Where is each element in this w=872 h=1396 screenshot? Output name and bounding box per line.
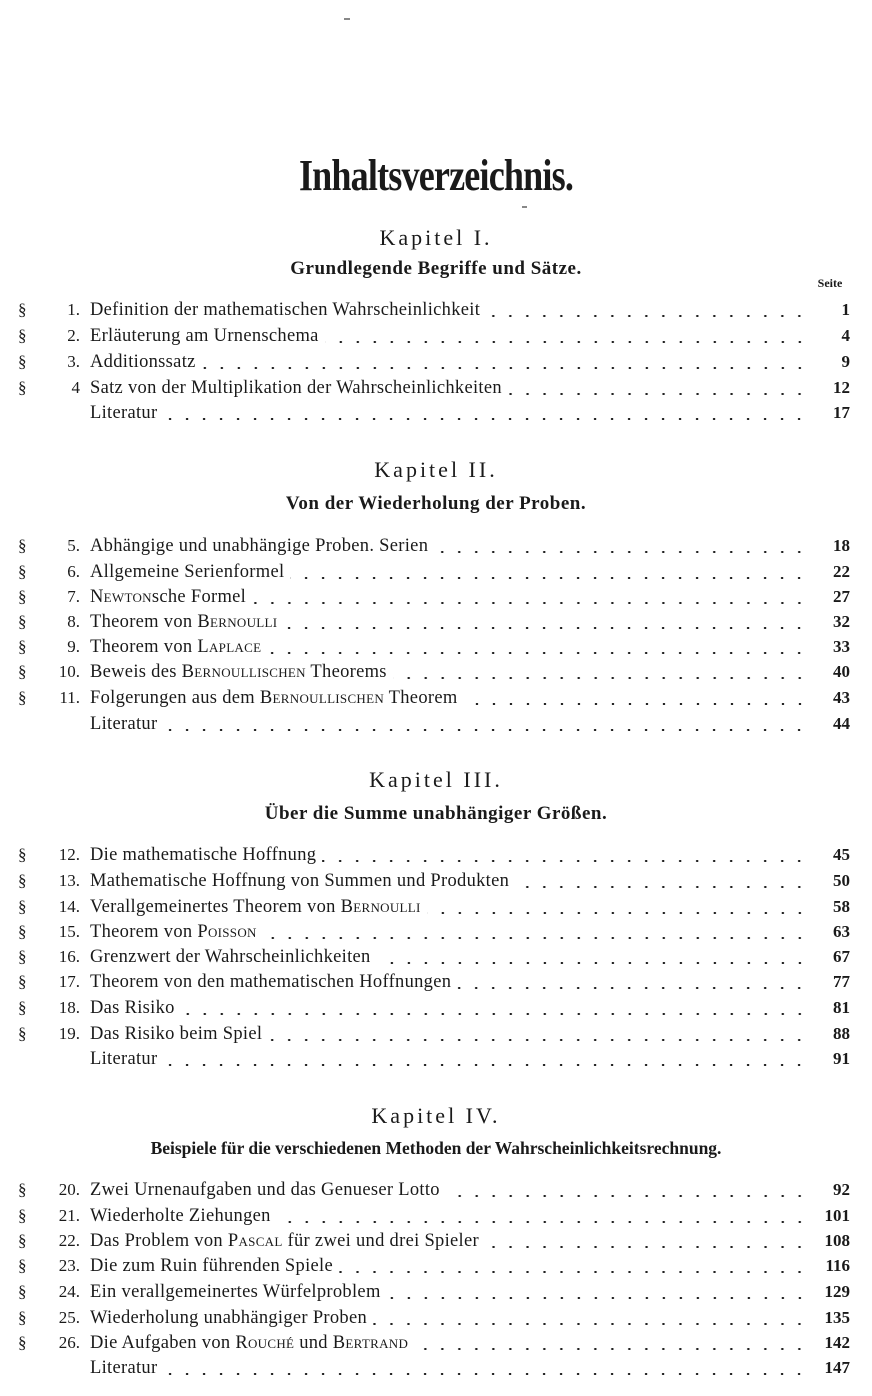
toc-entry[interactable]	[0, 349, 872, 375]
toc-entry[interactable]	[0, 868, 872, 894]
dot-leader	[387, 1297, 808, 1299]
page-title: Inhaltsverzeichnis.	[298, 151, 574, 200]
section-mark: §	[18, 612, 27, 631]
entry-title: Theorem von den mathematischen Hoffnungen	[90, 972, 452, 992]
page-number: 33	[833, 637, 850, 656]
section-mark: §	[18, 1206, 27, 1225]
section-mark: §	[18, 536, 27, 555]
dot-leader	[322, 860, 808, 862]
section-mark: §	[18, 871, 27, 890]
section-mark: §	[18, 1333, 27, 1352]
page-column-header: Seite	[817, 276, 843, 290]
section-mark: §	[18, 662, 27, 681]
dot-leader	[393, 677, 808, 679]
page-number: 12	[833, 378, 850, 397]
page-number: 4	[841, 326, 850, 345]
section-number	[18, 1305, 88, 1331]
entry-title: Mathematische Hoffnung von Summen und Produkten	[90, 871, 510, 891]
chapter-title: Über die Summe unabhängiger Größen.	[264, 803, 608, 824]
section-mark: §	[18, 300, 27, 319]
print-speck	[344, 18, 350, 20]
dot-leader	[268, 1039, 808, 1041]
toc-entry[interactable]	[0, 297, 872, 323]
section-num: 8.	[67, 612, 80, 631]
entry-title: Theorem von Bernoulli	[90, 612, 278, 632]
section-mark: §	[18, 1256, 27, 1275]
section-number	[18, 919, 88, 945]
dot-leader	[202, 367, 808, 369]
entry-title: Die Aufgaben von Rouché und Bertrand	[90, 1333, 409, 1353]
toc-entry[interactable]	[0, 1330, 872, 1356]
toc-entry[interactable]	[0, 1177, 872, 1203]
section-num: 23.	[58, 1256, 80, 1275]
toc-entry[interactable]	[0, 375, 872, 401]
page-number: 129	[824, 1282, 850, 1301]
page-number: 1	[841, 300, 850, 319]
chapter-label: Kapitel III.	[369, 767, 503, 792]
entry-title: Wiederholung unabhängiger Proben	[90, 1308, 368, 1328]
page-number: 101	[824, 1206, 850, 1225]
page-number: 67	[833, 947, 850, 966]
page-number: 43	[833, 688, 850, 707]
section-number	[18, 659, 88, 685]
section-num: 18.	[58, 998, 80, 1017]
section-num: 7.	[67, 587, 80, 606]
section-number	[18, 1021, 88, 1047]
section-number	[18, 868, 88, 894]
section-number	[18, 297, 88, 323]
dot-leader	[267, 652, 808, 654]
section-mark: §	[18, 1282, 27, 1301]
section-mark: §	[18, 1308, 27, 1327]
section-mark: §	[18, 1231, 27, 1250]
section-num: 19.	[58, 1024, 80, 1043]
entry-title: Additionssatz	[90, 352, 196, 372]
page-number: 63	[833, 922, 850, 941]
page-number: 81	[833, 998, 850, 1017]
entry-title: Newtonsche Formel	[90, 587, 247, 607]
entry-title: Das Risiko beim Spiel	[90, 1024, 263, 1044]
chapter-label: Kapitel IV.	[371, 1103, 501, 1128]
section-mark: §	[18, 637, 27, 656]
page-number: 18	[833, 536, 850, 555]
section-number	[18, 1228, 88, 1254]
toc-entry[interactable]	[0, 533, 872, 559]
chapter-label: Kapitel I.	[379, 225, 493, 250]
toc-entry[interactable]	[0, 1228, 872, 1254]
section-number	[18, 1177, 88, 1203]
entry-title: Die mathematische Hoffnung	[90, 845, 317, 865]
dot-leader	[446, 1195, 808, 1197]
dot-leader	[339, 1271, 808, 1273]
toc-entry[interactable]	[0, 1279, 872, 1305]
section-mark: §	[18, 562, 27, 581]
section-number	[18, 1253, 88, 1279]
section-number	[18, 1330, 88, 1356]
dot-leader	[377, 962, 808, 964]
dot-leader	[252, 602, 808, 604]
section-number	[18, 685, 88, 711]
entry-title: Abhängige und unabhängige Proben. Serien	[90, 536, 429, 556]
entry-title: Wiederholte Ziehungen	[90, 1206, 271, 1226]
page-number: 40	[833, 662, 850, 681]
section-number	[18, 375, 88, 401]
toc-entry[interactable]	[0, 400, 872, 426]
page-number: 91	[833, 1049, 850, 1068]
section-number	[18, 894, 88, 920]
section-mark: §	[18, 1024, 27, 1043]
page-number: 58	[833, 897, 850, 916]
toc-entry[interactable]	[0, 323, 872, 349]
dot-leader	[283, 627, 808, 629]
chapter-title: Beispiele für die verschiedenen Methoden der Wahrscheinlichkeitsrechnung.	[150, 1138, 722, 1158]
dot-leader	[163, 1373, 808, 1375]
section-num: 21.	[58, 1206, 80, 1225]
page-number: 27	[833, 587, 850, 606]
entry-title: Verallgemeinertes Theorem von Bernoulli	[90, 897, 421, 917]
section-number	[18, 1279, 88, 1305]
section-mark: §	[18, 352, 27, 371]
section-mark: §	[18, 845, 27, 864]
toc-entry[interactable]	[0, 1046, 872, 1072]
section-number	[18, 1203, 88, 1229]
chapter-title: Von der Wiederholung der Proben.	[285, 493, 587, 514]
section-mark: §	[18, 897, 27, 916]
section-number	[18, 584, 88, 610]
section-num: 22.	[58, 1231, 80, 1250]
dot-leader	[325, 341, 808, 343]
page-number: 9	[841, 352, 850, 371]
toc-entry[interactable]	[0, 685, 872, 711]
dot-leader	[263, 937, 808, 939]
entry-title: Literatur	[90, 1049, 158, 1069]
dot-leader	[464, 703, 808, 705]
entry-title: Das Risiko	[90, 998, 175, 1018]
section-mark: §	[18, 587, 27, 606]
toc-entry[interactable]	[0, 842, 872, 868]
section-mark: §	[18, 972, 27, 991]
section-num: 13.	[58, 871, 80, 890]
toc-entry[interactable]	[0, 634, 872, 660]
dot-leader	[373, 1323, 808, 1325]
section-number	[18, 533, 88, 559]
toc-entry[interactable]	[0, 559, 872, 585]
page-number: 77	[833, 972, 850, 991]
dot-leader	[485, 1246, 808, 1248]
section-num: 1.	[67, 300, 80, 319]
entry-title: Literatur	[90, 714, 158, 734]
section-mark: §	[18, 326, 27, 345]
dot-leader	[427, 912, 808, 914]
section-num: 10.	[58, 662, 80, 681]
dot-leader	[163, 1064, 808, 1066]
section-num: 26.	[58, 1333, 80, 1352]
section-num: 15.	[58, 922, 80, 941]
entry-title: Definition der mathematischen Wahrscheinlichkeit	[90, 300, 481, 320]
dot-leader	[486, 315, 808, 317]
section-mark: §	[18, 922, 27, 941]
toc-entry[interactable]	[0, 584, 872, 610]
section-mark: §	[18, 378, 27, 397]
section-mark: §	[18, 1180, 27, 1199]
section-number	[18, 559, 88, 585]
page-number: 17	[833, 403, 850, 422]
section-num: 5.	[67, 536, 80, 555]
section-number	[18, 944, 88, 970]
section-number	[18, 842, 88, 868]
dot-leader	[457, 987, 808, 989]
section-num: 25.	[58, 1308, 80, 1327]
page-number: 88	[833, 1024, 850, 1043]
section-mark: §	[18, 688, 27, 707]
entry-title: Literatur	[90, 403, 158, 423]
section-number	[18, 609, 88, 635]
entry-title: Literatur	[90, 1358, 158, 1378]
entry-title: Ein verallgemeinertes Würfelproblem	[90, 1282, 381, 1302]
page-number: 32	[833, 612, 850, 631]
page-number: 135	[824, 1308, 850, 1327]
chapter-title: Grundlegende Begriffe und Sätze.	[290, 258, 582, 279]
toc-entry[interactable]	[0, 969, 872, 995]
section-num: 3.	[67, 352, 80, 371]
section-num: 6.	[67, 562, 80, 581]
entry-title: Folgerungen aus dem Bernoullischen Theorem	[90, 688, 458, 708]
toc-entry[interactable]	[0, 1305, 872, 1331]
chapter-label: Kapitel II.	[374, 457, 498, 482]
toc-entry[interactable]	[0, 1355, 872, 1381]
dot-leader	[277, 1221, 808, 1223]
toc-entry[interactable]	[0, 944, 872, 970]
section-num: 14.	[58, 897, 80, 916]
toc-entry[interactable]	[0, 1203, 872, 1229]
toc-entry[interactable]	[0, 609, 872, 635]
toc-entry[interactable]	[0, 919, 872, 945]
section-num: 16.	[58, 947, 80, 966]
dot-leader	[163, 418, 808, 420]
page-number: 50	[833, 871, 850, 890]
section-number	[18, 634, 88, 660]
dot-leader	[434, 551, 808, 553]
dot-leader	[290, 577, 808, 579]
entry-title: Die zum Ruin führenden Spiele	[90, 1256, 333, 1276]
dot-leader	[515, 886, 808, 888]
dot-leader	[414, 1348, 808, 1350]
section-number	[18, 349, 88, 375]
print-speck	[522, 206, 527, 208]
page-number: 142	[824, 1333, 850, 1352]
page-number: 44	[833, 714, 850, 733]
entry-title: Satz von der Multiplikation der Wahrscheinlichkeiten	[90, 378, 502, 398]
entry-title: Theorem von Laplace	[90, 637, 262, 657]
section-mark: §	[18, 947, 27, 966]
page-number: 22	[833, 562, 850, 581]
toc-entry[interactable]	[0, 1253, 872, 1279]
section-num: 20.	[58, 1180, 80, 1199]
section-mark: §	[18, 998, 27, 1017]
page-number: 116	[825, 1256, 850, 1275]
page-number: 108	[824, 1231, 850, 1250]
toc-entry[interactable]	[0, 711, 872, 737]
section-number	[18, 969, 88, 995]
dot-leader	[163, 729, 808, 731]
toc-entry[interactable]	[0, 894, 872, 920]
entry-title: Theorem von Poisson	[90, 922, 257, 942]
page-number: 147	[824, 1358, 850, 1377]
section-num: 24.	[58, 1282, 80, 1301]
entry-title: Das Problem von Pascal für zwei und drei Spieler	[90, 1231, 479, 1251]
section-num: 11.	[59, 688, 80, 707]
section-num: 17.	[58, 972, 80, 991]
toc-entry[interactable]	[0, 995, 872, 1021]
section-num: 2.	[67, 326, 80, 345]
section-number	[18, 995, 88, 1021]
entry-title: Grenzwert der Wahrscheinlichkeiten	[90, 947, 371, 967]
entry-title: Erläuterung am Urnenschema	[90, 326, 319, 346]
entry-title: Zwei Urnenaufgaben und das Genueser Lotto	[90, 1180, 440, 1200]
entry-title: Allgemeine Serienformel	[90, 562, 285, 582]
section-num: 4	[71, 378, 80, 397]
section-number	[18, 323, 88, 349]
dot-leader	[181, 1013, 808, 1015]
page-number: 92	[833, 1180, 850, 1199]
section-num: 9.	[67, 637, 80, 656]
toc-entry[interactable]	[0, 659, 872, 685]
section-num: 12.	[58, 845, 80, 864]
toc-entry[interactable]	[0, 1021, 872, 1047]
page-number: 45	[833, 845, 850, 864]
entry-title: Beweis des Bernoullischen Theorems	[90, 662, 387, 682]
dot-leader	[508, 393, 808, 395]
